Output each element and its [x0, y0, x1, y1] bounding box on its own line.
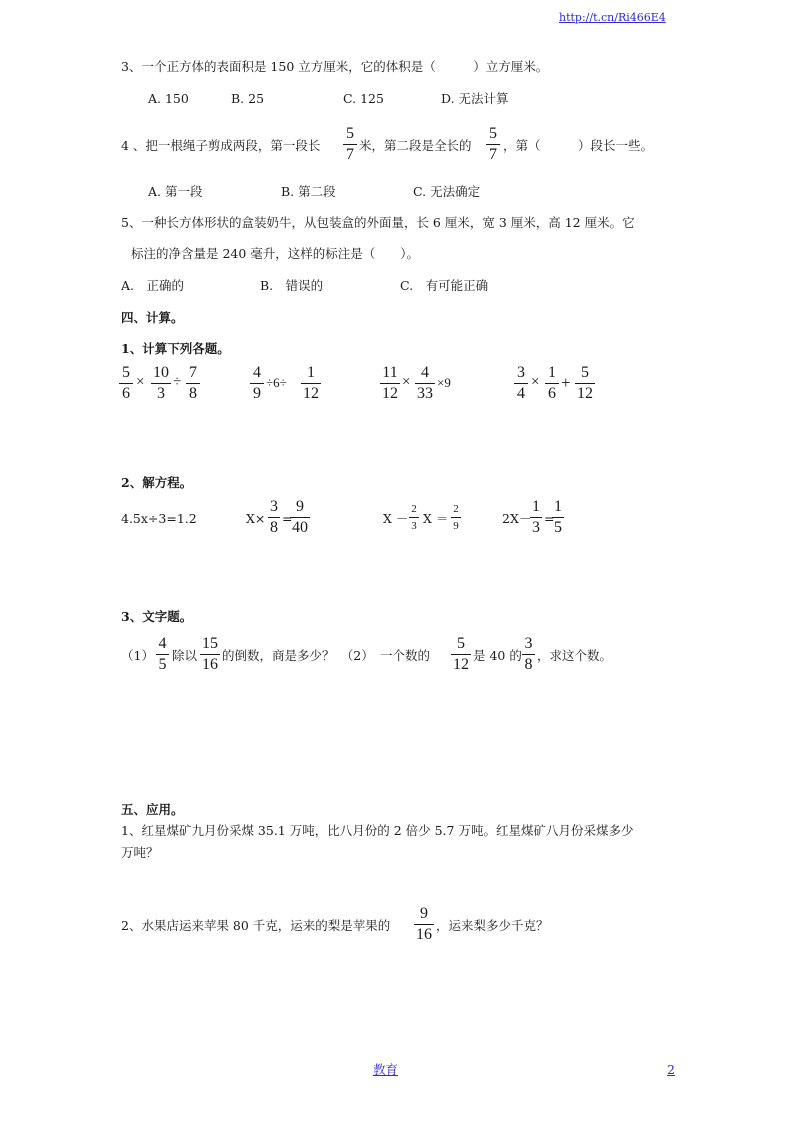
equation-3-prefix: X －	[383, 511, 409, 526]
section-4-sub3: 3、文字题。	[121, 609, 193, 624]
question-4-part2: 米，第二段是全长的	[359, 138, 472, 153]
q4-option-a: A. 第一段	[148, 184, 203, 199]
calc4-frac1: 3 4	[514, 364, 528, 403]
calc4-op1: ×	[531, 374, 540, 390]
section-4-title: 四、计算。	[121, 310, 184, 325]
word-problem-2-end: ，求这个数。	[537, 648, 613, 663]
calc2-frac1: 4 9	[250, 364, 264, 403]
equation-2-equals: =	[282, 511, 293, 526]
q3-option-d: D. 无法计算	[441, 91, 509, 106]
calc1-op2: ÷	[173, 374, 182, 390]
question-5-line1: 5、一种长方体形状的盒装奶牛，从包装盒的外面量，长 6 厘米，宽 3 厘米，高 12 厘米。它	[121, 215, 635, 230]
calc2-op1: ÷6÷	[266, 375, 287, 390]
word-problem-1-divide: 除以	[172, 648, 198, 663]
application-2-part1: 2、水果店运来苹果 80 千克，运来的梨是苹果的	[121, 918, 391, 933]
section-5-title: 五、应用。	[121, 802, 184, 817]
q5-option-b: B. 错误的	[260, 278, 324, 293]
equation-3-frac2: 2 9	[451, 502, 461, 533]
word-frac-4: 3 8	[522, 635, 535, 674]
word-frac-2: 15 16	[202, 635, 218, 673]
calc4-op2: +	[561, 373, 571, 392]
q3-option-c: C. 125	[343, 91, 384, 106]
question-4-part3: ，第（ ）段长一些。	[503, 138, 654, 153]
calc2-frac2: 1 12	[303, 364, 319, 402]
equation-4-frac2: 1 5	[554, 498, 562, 536]
question-4-part1: 4 、把一根绳子剪成两段，第一段长	[121, 138, 321, 153]
word-problem-1-rest: 的倒数，商是多少？ （2） 一个数的	[222, 648, 430, 663]
calc3-frac1: 11 12	[382, 364, 398, 402]
equation-4-frac1: 1 3	[532, 498, 540, 536]
q3-option-a: A. 150	[148, 91, 189, 106]
section-4-sub1: 1、计算下列各题。	[121, 341, 230, 356]
application-2-fraction: 9 16	[416, 905, 432, 943]
equation-4-equals: =	[544, 511, 555, 526]
q3-option-b: B. 25	[231, 91, 265, 106]
header-link[interactable]: http://t.cn/Ri466E4	[559, 11, 666, 24]
calc3-op2: ×9	[437, 375, 451, 390]
q4-option-b: B. 第二段	[281, 184, 336, 199]
equation-2-prefix: X×	[246, 511, 266, 526]
equation-4-prefix: 2X－	[502, 511, 532, 526]
question-3-text: 3、一个正方体的表面积是 150 立方厘米，它的体积是（ ）立方厘米。	[121, 59, 549, 74]
equation-3-frac1: 2 3	[409, 502, 419, 533]
calc4-frac3: 5 12	[577, 364, 593, 402]
application-1-line2: 万吨？	[121, 845, 159, 860]
q4-fraction-1: 5 7	[343, 125, 357, 164]
calc1-frac2: 10 3	[153, 364, 169, 402]
word-problem-1-label: （1）	[121, 648, 154, 663]
q4-option-c: C. 无法确定	[413, 184, 481, 199]
page-number: 2	[667, 1062, 675, 1077]
calc1-frac3: 7 8	[186, 364, 200, 403]
calc4-frac2: 1 6	[545, 364, 559, 403]
application-1-line1: 1、红星煤矿九月份采煤 35.1 万吨，比八月份的 2 倍少 5.7 万吨。红星煤矿八月份采煤多少	[121, 823, 634, 838]
section-4-sub2: 2、解方程。	[121, 475, 193, 490]
equation-2-frac1: 3 8	[270, 498, 278, 536]
calc1-op1: ×	[136, 374, 145, 390]
footer-link[interactable]: 教育	[373, 1062, 399, 1077]
calc3-frac2: 4 33	[417, 364, 433, 402]
q5-option-c: C. 有可能正确	[400, 278, 489, 293]
word-problem-2-mid: 是 40 的	[473, 648, 522, 663]
q4-fraction-2: 5 7	[486, 125, 500, 164]
equation-2-frac2: 9 40	[292, 498, 308, 536]
equation-1: 4.5x÷3=1.2	[121, 511, 197, 526]
word-frac-1: 4 5	[156, 635, 169, 674]
question-5-line2: 标注的净含量是 240 毫升，这样的标注是（ ）。	[131, 246, 420, 261]
word-frac-3: 5 12	[453, 635, 469, 673]
application-2-part2: ，运来梨多少千克？	[436, 918, 549, 933]
q5-option-a: A. 正确的	[121, 278, 185, 293]
calc1-frac1: 5 6	[119, 364, 133, 403]
equation-3-middle: X ＝	[423, 511, 449, 526]
calc3-op1: ×	[402, 374, 411, 390]
